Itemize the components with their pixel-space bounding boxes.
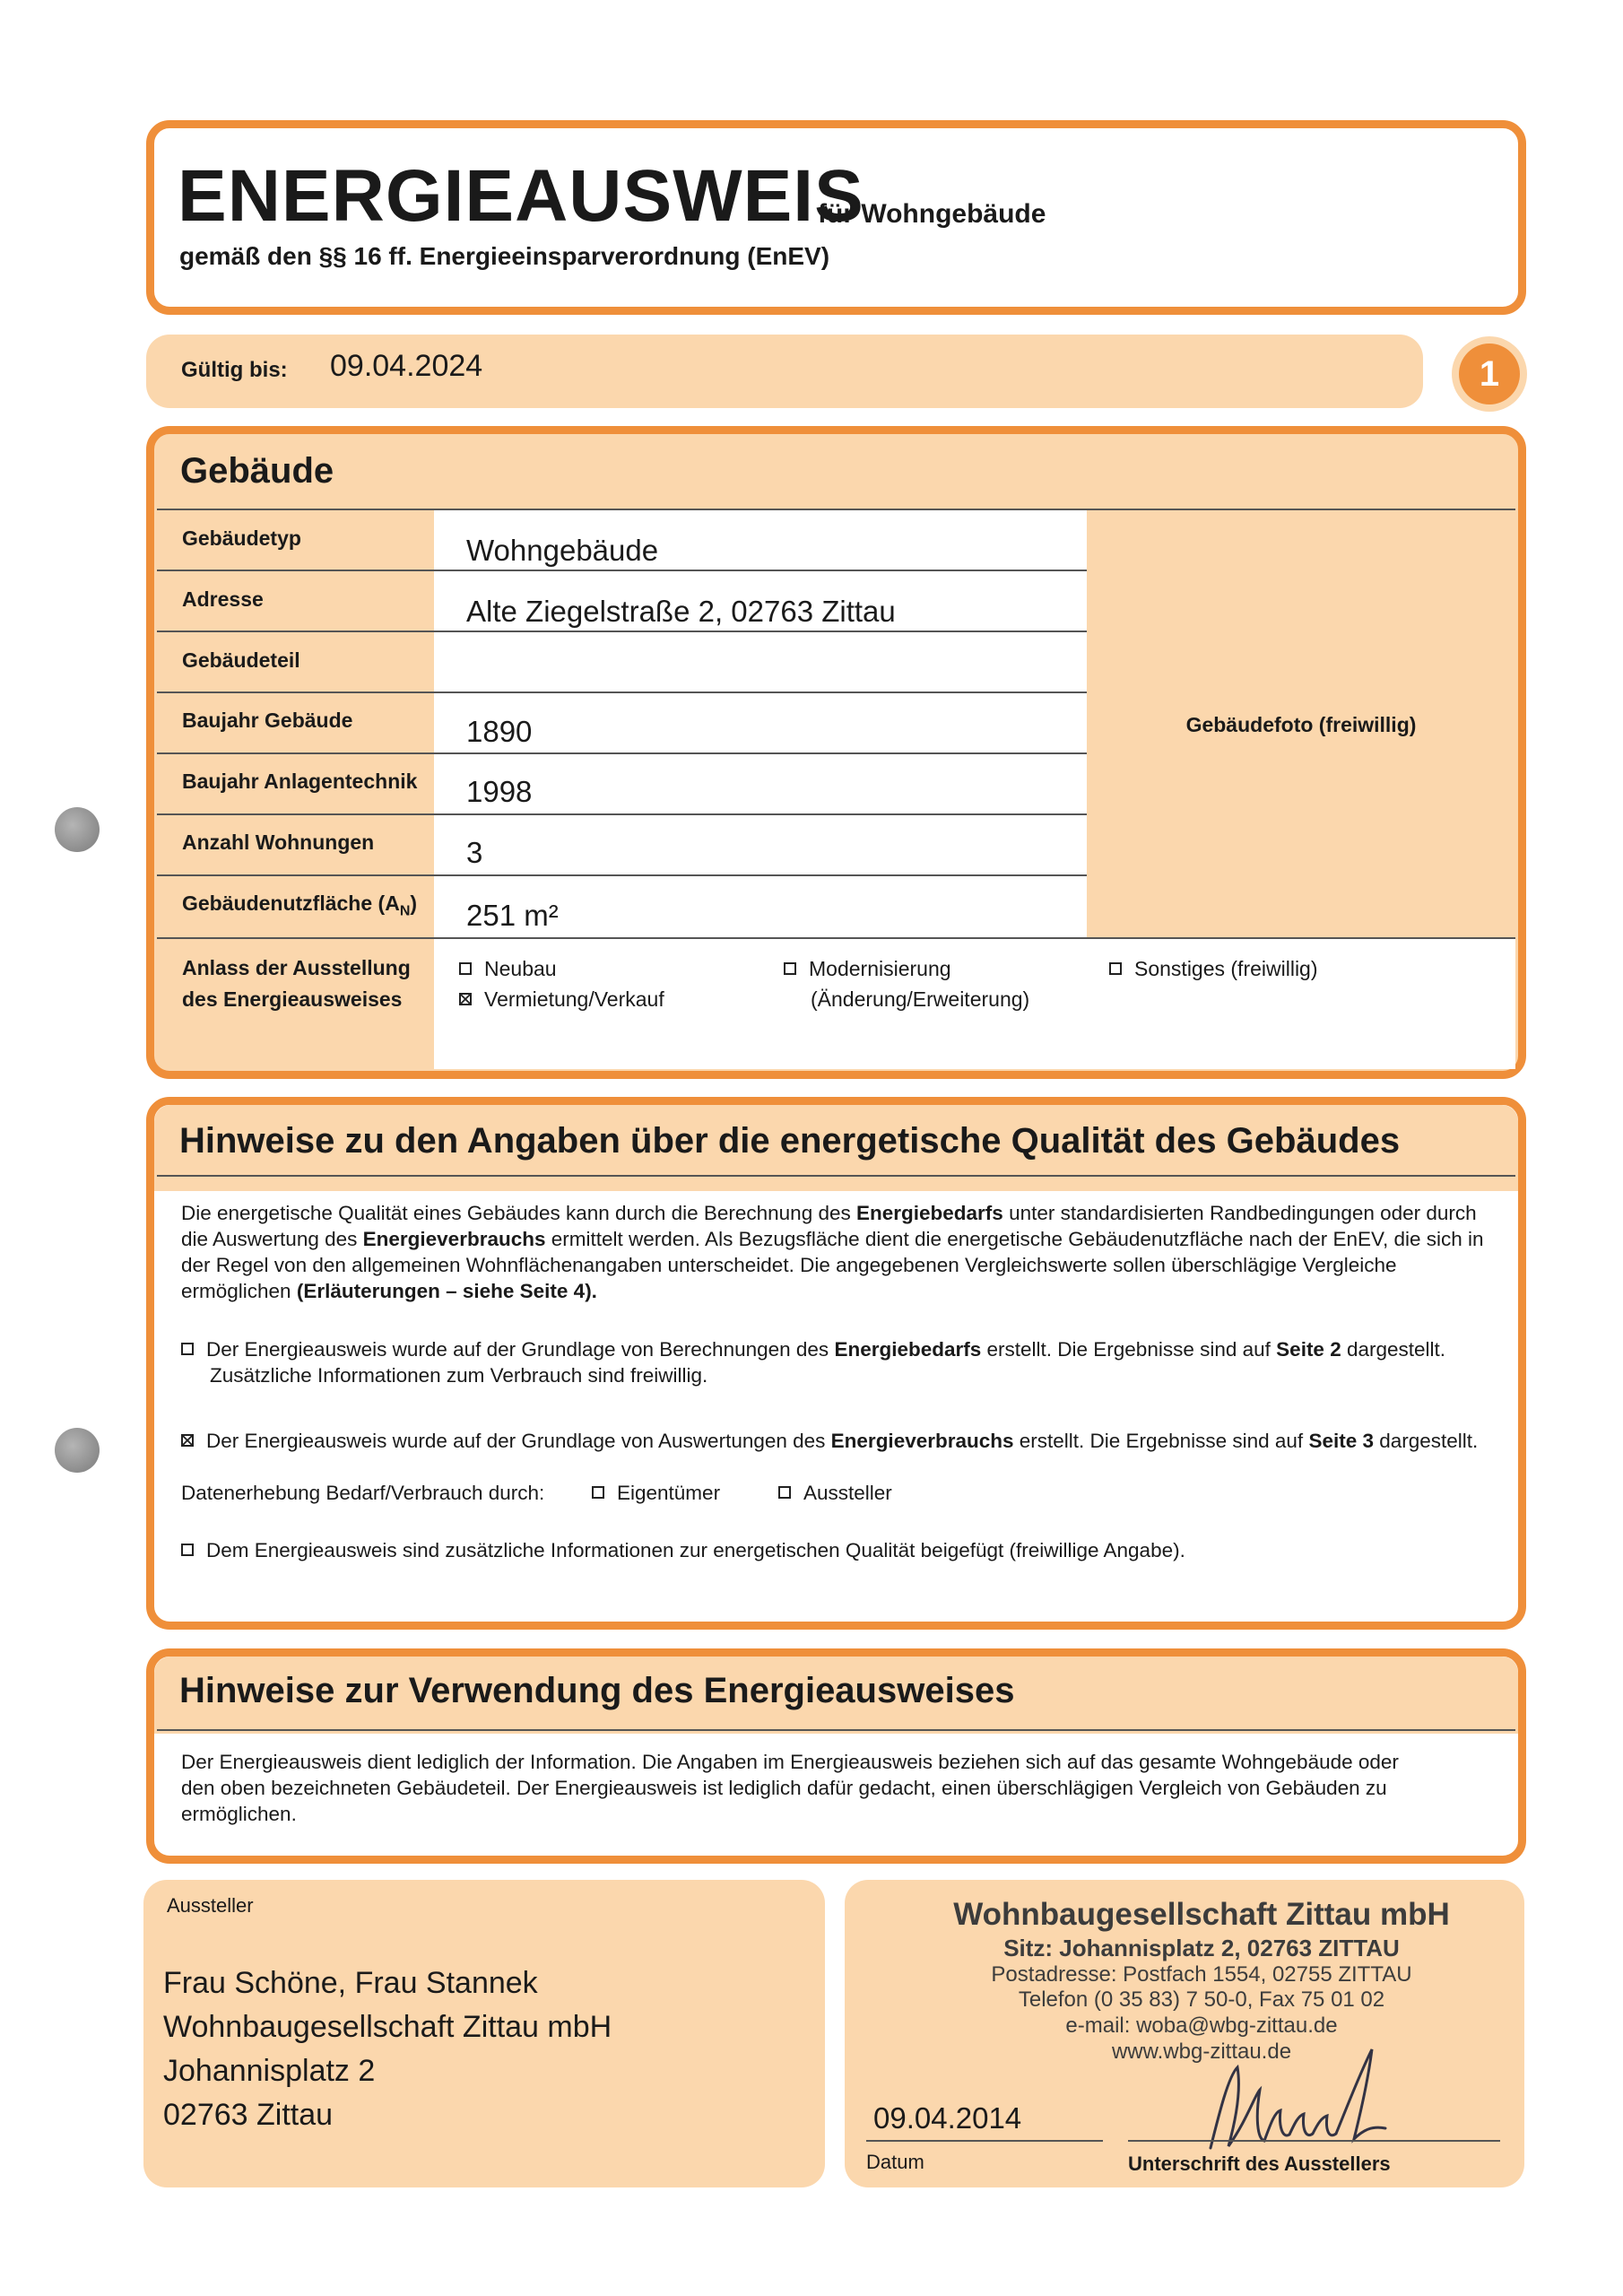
date-line [866, 2140, 1103, 2142]
row-label-usable-area: Gebäudenutzfläche $(A_N)$ [182, 891, 418, 919]
divider [157, 752, 1087, 754]
signature-line [1128, 2140, 1500, 2142]
divider [157, 1729, 1515, 1731]
usage-text: Der Energieausweis dient lediglich der Information. Die Angaben im Energieausweis beziehen sich auf das gesamte Wohngebäude oder den oben bezeichneten Gebäudeteil. Der Energieausweis ist lediglich dafür gedacht, einen überschlägigen Vergleich von Gebäuden zu ermöglichen. [181, 1751, 1399, 1825]
divider [157, 874, 1087, 876]
punch-hole-bottom [55, 1428, 100, 1473]
stamp-phone: Telefon (0 35 83) 7 50-0, Fax 75 01 02 [1018, 1987, 1385, 2012]
data-collection-issuer[interactable]: Aussteller [778, 1480, 892, 1506]
issuer-company: Wohnbaugesellschaft Zittau mbH [163, 2010, 612, 2044]
divider [157, 631, 1087, 632]
divider [157, 1175, 1515, 1177]
reason-neubau[interactable]: Neubau [459, 957, 557, 981]
option-additional-info[interactable]: Dem Energieausweis sind zusätzliche Informationen zur energetischen Qualität beigefügt (freiwillige Angabe). [181, 1537, 1490, 1563]
stamp-postal: Postadresse: Postfach 1554, 02755 ZITTAU [991, 1962, 1412, 1987]
stamp-company: Wohnbaugesellschaft Zittau mbH [953, 1897, 1450, 1932]
building-photo-placeholder: Gebäudefoto (freiwillig) [1185, 713, 1417, 736]
checkbox-icon[interactable] [784, 962, 796, 975]
data-collection-owner[interactable]: Eigentümer [592, 1480, 720, 1506]
issuer-label: Aussteller [167, 1894, 254, 1917]
building-section-title: Gebäude [180, 451, 334, 491]
divider [157, 691, 1087, 693]
issuer-city: 02763 Zittau [163, 2098, 334, 2132]
reason-label: Anlass der Ausstellung [182, 956, 411, 979]
reason-modernisierung-detail: (Änderung/Erweiterung) [811, 987, 1030, 1011]
divider [157, 813, 1087, 815]
row-value-system-year: 1998 [466, 775, 533, 808]
page-number-badge: 1 [1459, 344, 1520, 404]
page-title: ENERGIEAUSWEIS [178, 155, 864, 237]
row-label-building-part: Gebäudeteil [182, 648, 300, 672]
row-value-address: Alte Ziegelstraße 2, 02763 Zittau [466, 595, 896, 628]
signature-label: Unterschrift des Ausstellers [1128, 2152, 1391, 2175]
row-label-apartments: Anzahl Wohnungen [182, 831, 375, 854]
date-label: Datum [866, 2151, 924, 2173]
stamp-seat: Sitz: Johannisplatz 2, 02763 ZITTAU [1003, 1935, 1400, 1961]
row-value-building-type: Wohngebäude [466, 534, 659, 567]
row-value-usable-area: 251 m² [466, 899, 559, 932]
divider [157, 937, 1515, 939]
page-subtitle: gemäß den §§ 16 ff. Energieeinsparverordnung (EnEV) [179, 242, 830, 270]
stamp-web: www.wbg-zittau.de [1111, 2039, 1292, 2064]
stamp-email: e-mail: woba@wbg-zittau.de [1065, 2013, 1338, 2038]
option-demand-based[interactable]: Der Energieausweis wurde auf der Grundlage von Berechnungen des Energiebedarfs erstellt. Die Ergebnisse sind auf Seite 2 dargestellt. Zusätzliche Informationen zum Verbrauch sind freiwillig. [181, 1336, 1508, 1388]
row-label-system-year: Baujahr Anlagentechnik [182, 770, 418, 793]
punch-hole-top [55, 807, 100, 852]
notes-section-title: Hinweise zu den Angaben über die energetische Qualität des Gebäudes [179, 1121, 1401, 1161]
checkbox-icon[interactable] [1109, 962, 1122, 975]
row-label-building-type: Gebäudetyp [182, 526, 301, 550]
row-label-address: Adresse [182, 587, 264, 611]
validity-date: 09.04.2024 [330, 349, 483, 383]
reason-modernisierung[interactable]: Modernisierung [784, 957, 951, 981]
row-value-construction-year: 1890 [466, 715, 533, 748]
checkbox-icon[interactable] [181, 1343, 194, 1355]
divider [157, 570, 1087, 571]
checked-checkbox-icon[interactable] [459, 993, 472, 1005]
data-collection-label: Datenerhebung Bedarf/Verbrauch durch: [181, 1482, 545, 1504]
reason-sonstiges[interactable]: Sonstiges (freiwillig) [1109, 957, 1318, 981]
issuer-names: Frau Schöne, Frau Stannek [163, 1966, 538, 2000]
title-suffix: für Wohngebäude [818, 199, 1046, 229]
row-label-construction-year: Baujahr Gebäude [182, 709, 353, 732]
checkbox-icon[interactable] [459, 962, 472, 975]
validity-label: Gültig bis: [181, 358, 288, 382]
checkbox-icon[interactable] [592, 1486, 604, 1499]
row-value-apartments: 3 [466, 836, 483, 869]
checked-checkbox-icon[interactable] [181, 1434, 194, 1447]
issuer-street: Johannisplatz 2 [163, 2054, 376, 2088]
usage-section-title: Hinweise zur Verwendung des Energieausweises [179, 1671, 1015, 1710]
checkbox-icon[interactable] [778, 1486, 791, 1499]
reason-vermietung[interactable]: Vermietung/Verkauf [459, 987, 664, 1012]
notes-intro: Die energetische Qualität eines Gebäudes kann durch die Berechnung des Energiebedarfs unter standardisierten Randbedingungen oder durch die Auswertung des Energieverbrauchs ermittelt werden. Als Bezugsfläche dient die energetische Gebäudenutzfläche nach der EnEV, die sich in der Regel von den allgemeinen Wohnflächenangaben unterscheidet. Die angegebenen Vergleichswerte sollen überschlägige Vergleiche ermöglichen (Erläuterungen – siehe Seite 4). [181, 1202, 1484, 1302]
option-consumption-based[interactable]: Der Energieausweis wurde auf der Grundlage von Auswertungen des Energieverbrauchs erstellt. Die Ergebnisse sind auf Seite 3 dargestellt. [181, 1428, 1517, 1454]
signature-date: 09.04.2014 [873, 2101, 1022, 2135]
checkbox-icon[interactable] [181, 1544, 194, 1556]
reason-label-2: des Energieausweises [182, 987, 403, 1011]
